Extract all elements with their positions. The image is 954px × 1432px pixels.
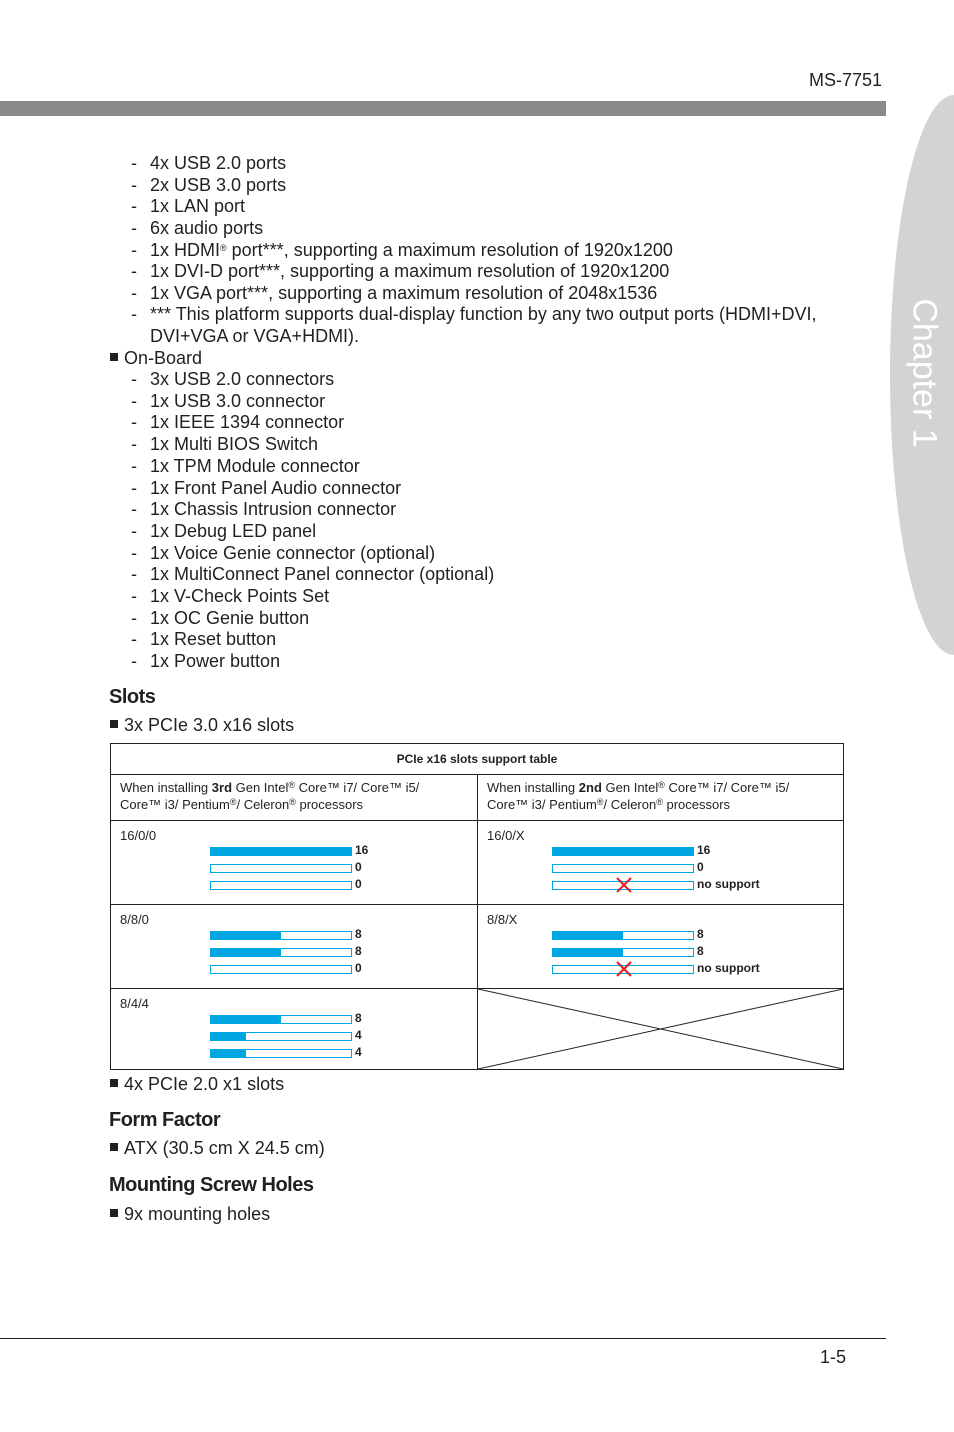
lane-label: 0 <box>355 877 362 891</box>
onboard-item: - 1x Voice Genie connector (optional) <box>131 542 436 563</box>
lane-bar-fill <box>211 949 281 956</box>
lane-bar <box>210 1049 352 1058</box>
lane-bar-fill <box>211 1016 281 1023</box>
lane-bar <box>210 1032 352 1041</box>
pcie2-slots: 4x PCIe 2.0 x1 slots <box>110 1074 284 1095</box>
lane-bar-fill <box>211 1050 246 1057</box>
lane-bar-fill <box>553 949 623 956</box>
empty-cell-cross <box>478 989 843 1069</box>
back-panel-item-hdmi: - 1x HDMI® port***, supporting a maximum resolution of 1920x1200 <box>131 240 673 260</box>
back-panel-item: - 1x LAN port <box>131 196 246 216</box>
onboard-item: - 1x Front Panel Audio connector <box>131 477 402 498</box>
onboard-item: - 1x USB 3.0 connector <box>131 390 326 411</box>
pcie-support-table <box>110 743 844 1070</box>
dual-display-note: - *** This platform supports dual-display function by any two output ports (HDMI+DVI, <box>131 304 817 324</box>
table-title: PCIe x16 slots support table <box>396 752 558 766</box>
lane-label: 0 <box>355 860 362 874</box>
lane-bar-fill <box>553 932 623 939</box>
lane-bar <box>210 931 352 940</box>
onboard-item: - 1x V-Check Points Set <box>131 586 330 606</box>
pcie3-slots: 3x PCIe 3.0 x16 slots <box>110 715 294 736</box>
back-panel-item: - 6x audio ports <box>131 218 264 238</box>
back-panel-item: - 1x VGA port***, supporting a maximum resolution of 2048x1536 <box>131 283 658 303</box>
dual-display-note-cont: DVI+VGA or VGA+HDMI). <box>150 326 360 346</box>
onboard-item: - 1x Chassis Intrusion connector <box>131 499 397 520</box>
no-support-cross-icon <box>616 877 632 893</box>
slots-heading: Slots <box>109 686 156 708</box>
slot-config-label: 8/8/0 <box>120 912 149 927</box>
lane-label: 16 <box>697 843 711 857</box>
lane-bar <box>210 847 352 856</box>
lane-label: 8 <box>697 944 704 958</box>
mounting-value: 9x mounting holes <box>110 1204 270 1225</box>
lane-bar-fill <box>553 848 693 855</box>
no-support-cross-icon <box>616 961 632 977</box>
onboard-item: - 1x IEEE 1394 connector <box>131 412 345 433</box>
lane-bar-fill <box>211 1033 246 1040</box>
lane-bar-fill <box>211 932 281 939</box>
back-panel-item: - 4x USB 2.0 ports <box>131 153 287 173</box>
mounting-heading: Mounting Screw Holes <box>109 1174 314 1196</box>
lane-label: 8 <box>355 1011 362 1025</box>
lane-bar <box>210 1015 352 1024</box>
lane-bar <box>210 965 352 974</box>
lane-label: no support <box>697 877 760 891</box>
lane-label: 8 <box>355 944 362 958</box>
onboard-item: - 1x MultiConnect Panel connector (optional) <box>131 564 495 585</box>
lane-label: 4 <box>355 1045 362 1059</box>
onboard-item: - 1x Power button <box>131 651 281 672</box>
slot-config-label: 8/4/4 <box>120 996 149 1011</box>
lane-bar <box>210 864 352 873</box>
header-bar <box>0 101 886 116</box>
form-factor-heading: Form Factor <box>109 1109 221 1131</box>
chapter-label: Chapter 1 <box>905 298 944 448</box>
footer-rule <box>0 1338 886 1339</box>
onboard-item: - 1x Debug LED panel <box>131 520 317 541</box>
back-panel-item: - 2x USB 3.0 ports <box>131 175 287 195</box>
lane-label: 16 <box>355 843 369 857</box>
onboard-item: - 1x Multi BIOS Switch <box>131 434 319 455</box>
lane-label: 8 <box>355 927 362 941</box>
lane-bar <box>210 881 352 890</box>
onboard-item: - 3x USB 2.0 connectors <box>131 369 335 389</box>
lane-bar-fill <box>211 848 351 855</box>
page-number: 1-5 <box>819 1347 846 1367</box>
lane-bar <box>552 847 694 856</box>
model-number: MS-7751 <box>808 70 882 90</box>
onboard-title: On-Board <box>110 348 202 369</box>
lane-label: no support <box>697 961 760 975</box>
form-factor-value: ATX (30.5 cm X 24.5 cm) <box>110 1138 325 1159</box>
slot-config-label: 8/8/X <box>487 912 518 927</box>
lane-label: 8 <box>697 927 704 941</box>
lane-label: 0 <box>697 860 704 874</box>
back-panel-item: - 1x DVI-D port***, supporting a maximum resolution of 1920x1200 <box>131 261 670 281</box>
onboard-item: - 1x TPM Module connector <box>131 455 360 476</box>
left-header: When installing 3rd Gen Intel® Core™ i7/ Core™ i5/ Core™ i3/ Pentium®/ Celeron® processors <box>120 780 420 812</box>
right-header: When installing 2nd Gen Intel® Core™ i7/ Core™ i5/ Core™ i3/ Pentium®/ Celeron® processors <box>487 780 790 812</box>
slot-config-label: 16/0/X <box>487 828 525 843</box>
lane-bar <box>552 864 694 873</box>
lane-label: 0 <box>355 961 362 975</box>
onboard-item: - 1x OC Genie button <box>131 607 310 628</box>
lane-bar <box>210 948 352 957</box>
slot-config-label: 16/0/0 <box>120 828 157 843</box>
lane-label: 4 <box>355 1028 362 1042</box>
lane-bar <box>552 948 694 957</box>
onboard-item: - 1x Reset button <box>131 629 277 650</box>
lane-bar <box>552 931 694 940</box>
